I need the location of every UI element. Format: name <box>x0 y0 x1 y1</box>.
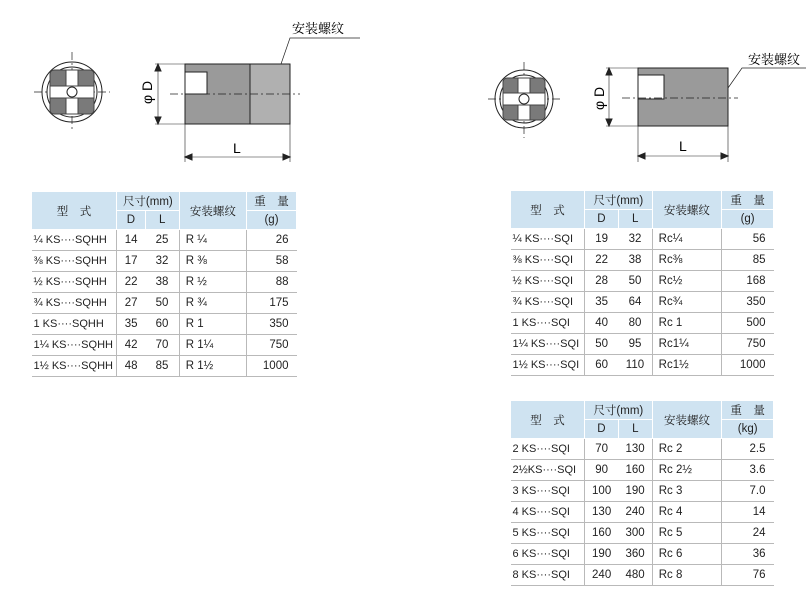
d-cell: 70 <box>584 439 618 460</box>
thread-cell: Rc⅜ <box>652 250 722 271</box>
model-cell: 2 KS····SQI <box>511 439 585 460</box>
d-cell: 130 <box>584 502 618 523</box>
d-cell: 40 <box>584 313 618 334</box>
end-view <box>34 52 110 132</box>
l-cell: 110 <box>618 355 652 376</box>
model-cell: 6 KS····SQI <box>511 544 585 565</box>
l-cell: 38 <box>145 272 179 293</box>
header-dimensions: 尺寸(mm) <box>584 401 652 420</box>
weight-cell: 2.5 <box>722 439 774 460</box>
table-row <box>511 439 774 460</box>
table-row <box>32 230 297 251</box>
header-weight: 重 量 <box>722 191 774 210</box>
table-row <box>511 523 774 544</box>
header-weight-unit: (g) <box>722 210 774 229</box>
header-weight-unit: (kg) <box>722 420 774 439</box>
l-cell: 60 <box>145 314 179 335</box>
sqi-drawing <box>480 0 810 180</box>
model-cell: ⅜ KS····SQHH <box>32 251 117 272</box>
thread-cell: Rc 1 <box>652 313 722 334</box>
header-thread: 安装螺纹 <box>652 401 722 439</box>
diameter-label: φ D <box>139 80 155 104</box>
table-row <box>511 250 774 271</box>
weight-cell: 750 <box>722 334 774 355</box>
l-cell: 480 <box>618 565 652 586</box>
model-cell: 5 KS····SQI <box>511 523 585 544</box>
model-cell: ½ KS····SQHH <box>32 272 117 293</box>
header-weight: 重 量 <box>247 192 297 211</box>
l-cell: 85 <box>145 356 179 377</box>
model-cell: 1¼ KS····SQI <box>511 334 585 355</box>
end-view <box>488 62 560 138</box>
header-weight-unit: (g) <box>247 211 297 230</box>
table-row <box>511 271 774 292</box>
l-cell: 70 <box>145 335 179 356</box>
thread-cell: Rc1½ <box>652 355 722 376</box>
weight-cell: 58 <box>247 251 297 272</box>
d-cell: 22 <box>584 250 618 271</box>
sqi-small-rows <box>511 229 774 376</box>
thread-cell: R ⅜ <box>179 251 246 272</box>
table-row <box>511 334 774 355</box>
l-cell: 25 <box>145 230 179 251</box>
table-row <box>511 313 774 334</box>
table-row <box>32 314 297 335</box>
table-row <box>32 356 297 377</box>
header-l: L <box>145 211 179 230</box>
weight-cell: 1000 <box>247 356 297 377</box>
weight-cell: 76 <box>722 565 774 586</box>
d-cell: 90 <box>584 460 618 481</box>
l-cell: 360 <box>618 544 652 565</box>
weight-cell: 14 <box>722 502 774 523</box>
weight-cell: 175 <box>247 293 297 314</box>
model-cell: ¼ KS····SQHH <box>32 230 117 251</box>
table-row <box>511 565 774 586</box>
d-cell: 50 <box>584 334 618 355</box>
sqhh-rows <box>32 230 297 377</box>
header-d: D <box>584 420 618 439</box>
d-cell: 42 <box>116 335 145 356</box>
thread-cell: R ¾ <box>179 293 246 314</box>
sqi-large-rows <box>511 439 774 586</box>
thread-cell: Rc¾ <box>652 292 722 313</box>
d-cell: 190 <box>584 544 618 565</box>
weight-cell: 56 <box>722 229 774 250</box>
l-cell: 95 <box>618 334 652 355</box>
sqhh-spec-table <box>31 191 297 377</box>
d-cell: 19 <box>584 229 618 250</box>
table-row <box>511 502 774 523</box>
weight-cell: 24 <box>722 523 774 544</box>
weight-cell: 85 <box>722 250 774 271</box>
thread-cell: R 1 <box>179 314 246 335</box>
l-cell: 300 <box>618 523 652 544</box>
header-thread: 安装螺纹 <box>179 192 246 230</box>
table-row <box>32 335 297 356</box>
table-row <box>32 251 297 272</box>
d-cell: 48 <box>116 356 145 377</box>
thread-callout: 安装螺纹 <box>292 21 345 36</box>
thread-cell: Rc1¼ <box>652 334 722 355</box>
d-cell: 14 <box>116 230 145 251</box>
header-d: D <box>584 210 618 229</box>
diameter-label: φ D <box>591 86 607 110</box>
d-cell: 160 <box>584 523 618 544</box>
length-label: L <box>233 140 241 156</box>
d-cell: 22 <box>116 272 145 293</box>
d-cell: 27 <box>116 293 145 314</box>
table-row <box>32 293 297 314</box>
weight-cell: 3.6 <box>722 460 774 481</box>
thread-cell: Rc 2½ <box>652 460 722 481</box>
weight-cell: 1000 <box>722 355 774 376</box>
header-l: L <box>618 420 652 439</box>
d-cell: 35 <box>584 292 618 313</box>
model-cell: 1 KS····SQI <box>511 313 585 334</box>
model-cell: ¼ KS····SQI <box>511 229 585 250</box>
model-cell: 1½ KS····SQHH <box>32 356 117 377</box>
l-cell: 64 <box>618 292 652 313</box>
header-dimensions: 尺寸(mm) <box>584 191 652 210</box>
l-cell: 32 <box>618 229 652 250</box>
model-cell: 1¼ KS····SQHH <box>32 335 117 356</box>
header-model: 型 式 <box>511 401 585 439</box>
model-cell: ⅜ KS····SQI <box>511 250 585 271</box>
model-cell: 3 KS····SQI <box>511 481 585 502</box>
thread-cell: Rc 8 <box>652 565 722 586</box>
sqi-small-spec-table <box>510 190 774 376</box>
header-dimensions: 尺寸(mm) <box>116 192 179 211</box>
model-cell: 4 KS····SQI <box>511 502 585 523</box>
l-cell: 80 <box>618 313 652 334</box>
header-model: 型 式 <box>511 191 585 229</box>
l-cell: 190 <box>618 481 652 502</box>
d-cell: 17 <box>116 251 145 272</box>
l-cell: 32 <box>145 251 179 272</box>
l-cell: 50 <box>145 293 179 314</box>
weight-cell: 7.0 <box>722 481 774 502</box>
thread-cell: R ¼ <box>179 230 246 251</box>
l-cell: 240 <box>618 502 652 523</box>
table-row <box>511 355 774 376</box>
thread-cell: Rc¼ <box>652 229 722 250</box>
thread-cell: Rc 6 <box>652 544 722 565</box>
table-row <box>511 544 774 565</box>
weight-cell: 36 <box>722 544 774 565</box>
header-model: 型 式 <box>32 192 117 230</box>
model-cell: ¾ KS····SQI <box>511 292 585 313</box>
table-row <box>511 292 774 313</box>
model-cell: 1 KS····SQHH <box>32 314 117 335</box>
thread-cell: R 1¼ <box>179 335 246 356</box>
d-cell: 240 <box>584 565 618 586</box>
side-view <box>606 68 806 162</box>
l-cell: 160 <box>618 460 652 481</box>
thread-cell: R ½ <box>179 272 246 293</box>
model-cell: 1½ KS····SQI <box>511 355 585 376</box>
header-thread: 安装螺纹 <box>652 191 722 229</box>
table-row <box>511 481 774 502</box>
thread-cell: Rc 5 <box>652 523 722 544</box>
length-label: L <box>679 138 687 154</box>
thread-cell: Rc 2 <box>652 439 722 460</box>
l-cell: 38 <box>618 250 652 271</box>
model-cell: ¾ KS····SQHH <box>32 293 117 314</box>
thread-cell: R 1½ <box>179 356 246 377</box>
table-row <box>32 272 297 293</box>
weight-cell: 88 <box>247 272 297 293</box>
weight-cell: 500 <box>722 313 774 334</box>
weight-cell: 26 <box>247 230 297 251</box>
side-view <box>155 38 360 162</box>
thread-cell: Rc 3 <box>652 481 722 502</box>
header-weight: 重 量 <box>722 401 774 420</box>
table-row <box>511 460 774 481</box>
model-cell: ½ KS····SQI <box>511 271 585 292</box>
d-cell: 35 <box>116 314 145 335</box>
model-cell: 2½KS····SQI <box>511 460 585 481</box>
thread-cell: Rc 4 <box>652 502 722 523</box>
thread-cell: Rc½ <box>652 271 722 292</box>
weight-cell: 350 <box>722 292 774 313</box>
header-l: L <box>618 210 652 229</box>
weight-cell: 350 <box>247 314 297 335</box>
sqi-large-spec-table <box>510 400 774 586</box>
l-cell: 130 <box>618 439 652 460</box>
model-cell: 8 KS····SQI <box>511 565 585 586</box>
table-row <box>511 229 774 250</box>
weight-cell: 168 <box>722 271 774 292</box>
sqhh-drawing <box>0 0 400 175</box>
thread-callout: 安装螺纹 <box>748 52 801 67</box>
d-cell: 100 <box>584 481 618 502</box>
weight-cell: 750 <box>247 335 297 356</box>
d-cell: 60 <box>584 355 618 376</box>
l-cell: 50 <box>618 271 652 292</box>
d-cell: 28 <box>584 271 618 292</box>
header-d: D <box>116 211 145 230</box>
